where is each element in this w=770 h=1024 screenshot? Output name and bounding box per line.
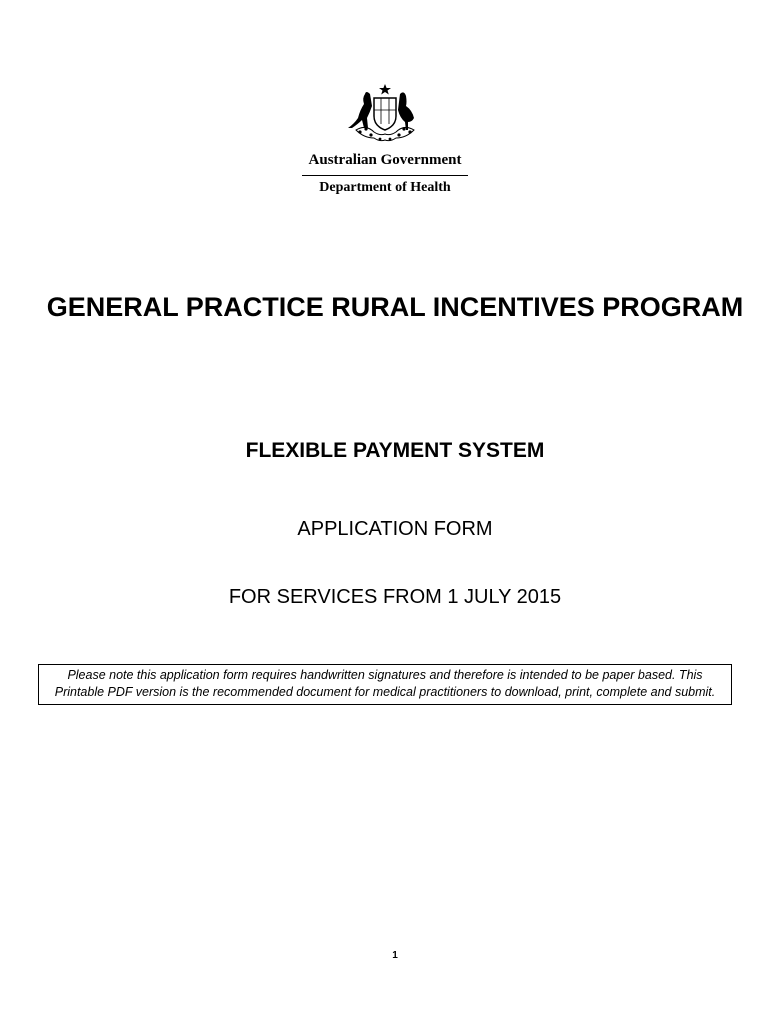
form-type: APPLICATION FORM [297, 518, 493, 540]
department-name: Department of Health [319, 180, 451, 195]
document-title: GENERAL PRACTICE RURAL INCENTIVES PROGRAM [46, 292, 744, 322]
notice-box: Please note this application form requires handwritten signatures and therefore is intended to be paper based. This Printable PDF version is the recommended document for medical practitioners to download, print, complete and submit. [38, 664, 732, 705]
page-number: 1 [392, 950, 398, 961]
letterhead-divider [302, 175, 468, 176]
document-subtitle: FLEXIBLE PAYMENT SYSTEM [245, 439, 545, 462]
government-name: Australian Government [308, 152, 462, 168]
coat-of-arms-icon [336, 84, 434, 144]
services-date: FOR SERVICES FROM 1 JULY 2015 [228, 586, 562, 608]
